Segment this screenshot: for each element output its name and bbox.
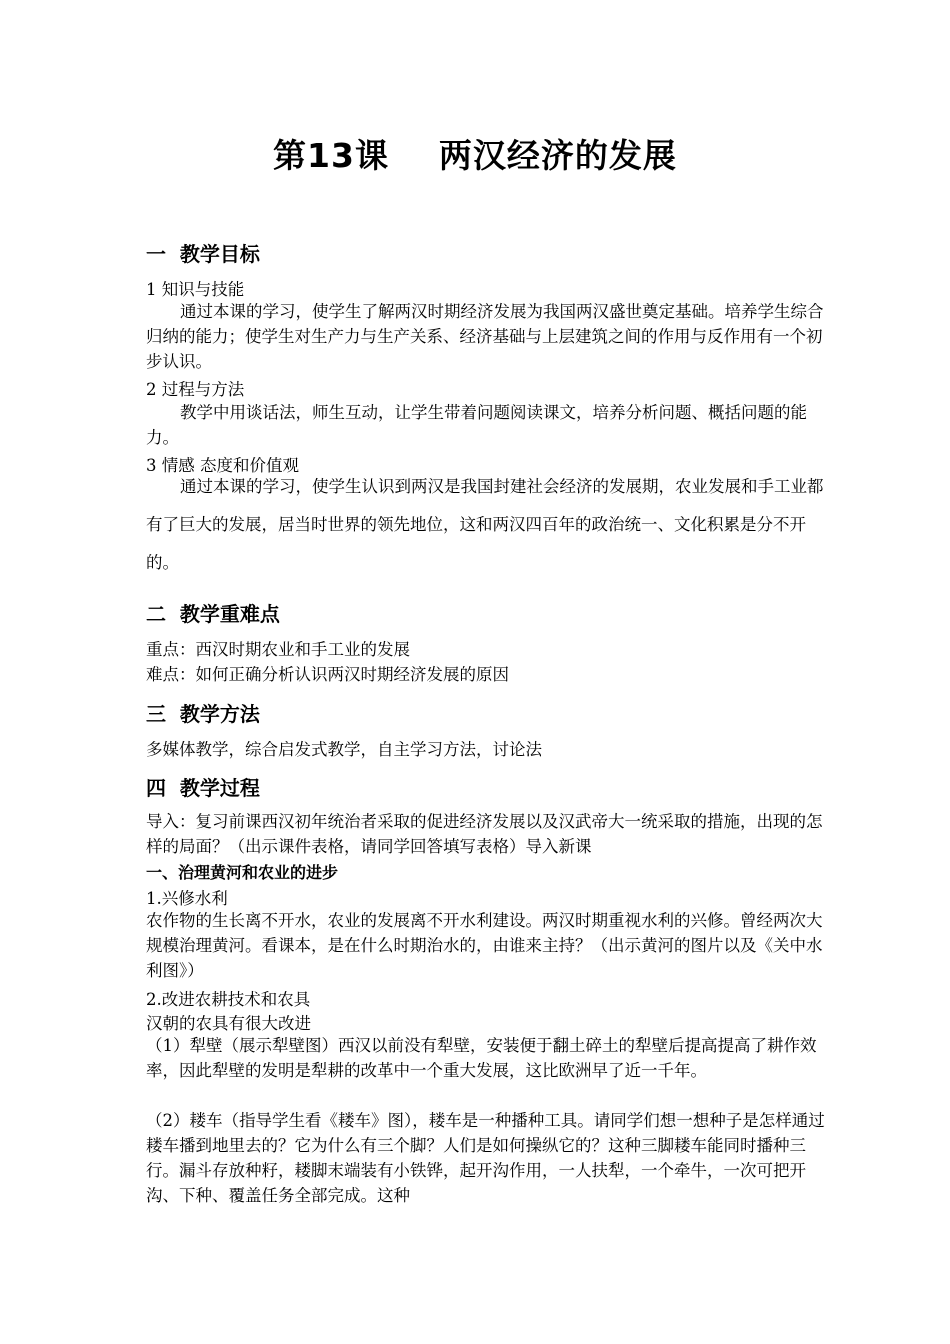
water-conservancy-text: 农作物的生长离不开水，农业的发展离不开水利建设。两汉时期重视水利的兴修。曾经两次大规模治理黄河。看课本，是在什么时期治水的，由谁来主持？（出示黄河的图片以及《关中水利图》）: [146, 911, 823, 980]
seed-drill-paragraph: （2）耧车（指导学生看《耧车》图），耧车是一种播种工具。请同学们想一想种子是怎样通过耧车播到地里去的？它为什么有三个脚？人们是如何操纵它的？这种三脚耧车能同时播种三行。漏斗存放种籽，耧脚末端装有小铁铧，起开沟作用，一人扶犁，一个牵牛，一次可把开沟、下种、覆盖任务全部完成。这种: [146, 1111, 825, 1205]
section-heading-key-points: 二 教学重难点: [146, 602, 280, 626]
intro-text: 导入：复习前课西汉初年统治者采取的促进经济发展以及汉武帝大一统采取的措施，出现的怎样的局面？（出示课件表格，请同学回答填写表格）导入新课: [146, 812, 823, 856]
objective-3-text: 通过本课的学习，使学生认识到两汉是我国封建社会经济的发展期，农业发展和手工业都有了巨大的发展，居当时世界的领先地位，这和两汉四百年的政治统一、文化积累是分不开的。: [146, 477, 824, 572]
section-heading-methods: 三 教学方法: [146, 702, 260, 726]
difficult-point: 难点：如何正确分析认识两汉时期经济发展的原因: [146, 665, 509, 684]
plough-wall-paragraph: （1）犁壁（展示犁壁图）西汉以前没有犁壁，安装便于翻土碎土的犁壁后提高提高了耕作效率，因此犁壁的发明是犁耕的改革中一个重大发展，这比欧洲早了近一千年。: [146, 1036, 817, 1080]
methods-text: 多媒体教学，综合启发式教学，自主学习方法，讨论法: [146, 740, 542, 759]
farming-tools-intro: 汉朝的农具有很大改进: [146, 1014, 311, 1033]
water-conservancy-label: 1.兴修水利: [146, 889, 228, 908]
section-heading-objectives: 一 教学目标: [146, 242, 260, 266]
part-1-heading: 一、治理黄河和农业的进步: [146, 863, 339, 882]
key-point: 重点：西汉时期农业和手工业的发展: [146, 640, 410, 659]
objective-2-text: 教学中用谈话法，师生互动，让学生带着问题阅读课文，培养分析问题、概括问题的能力。: [146, 403, 807, 447]
objective-3-label: 3 情感 态度和价值观: [146, 456, 299, 475]
objective-2-label: 2 过程与方法: [146, 380, 245, 399]
objective-1-label: 1 知识与技能: [146, 280, 245, 299]
page-title: 第13课 两汉经济的发展: [273, 136, 677, 175]
farming-tools-label: 2.改进农耕技术和农具: [146, 990, 311, 1009]
section-heading-process: 四 教学过程: [146, 776, 260, 800]
objective-1-text: 通过本课的学习，使学生了解两汉时期经济发展为我国两汉盛世奠定基础。培养学生综合归纳的能力；使学生对生产力与生产关系、经济基础与上层建筑之间的作用与反作用有一个初步认识。: [146, 302, 824, 371]
